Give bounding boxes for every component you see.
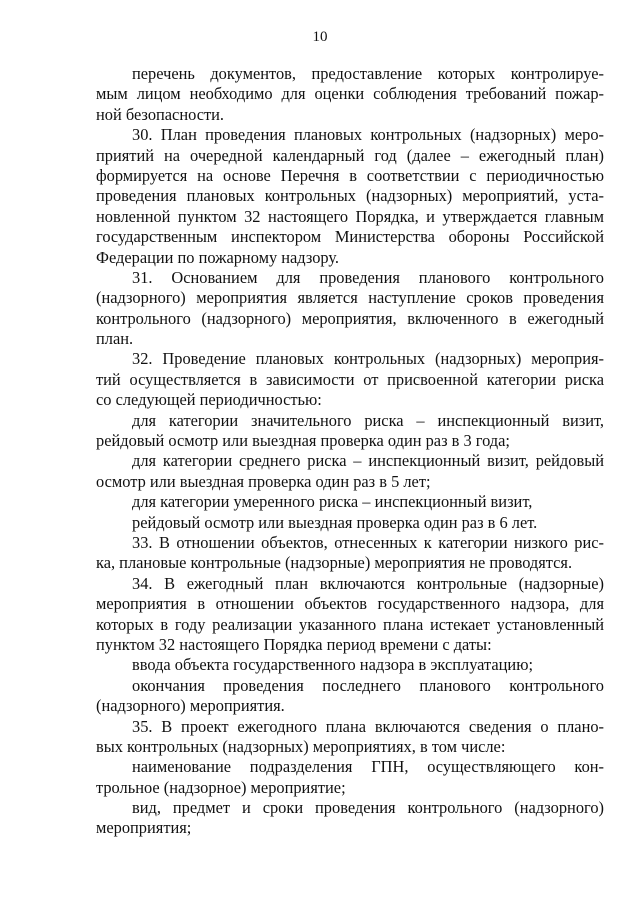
text-line: наименование подразделения ГПН, осуществляющего кон- <box>132 757 604 777</box>
text-line: ной безопасности. <box>96 104 225 124</box>
text-line: для категории среднего риска – инспекционный визит, рейдовый <box>132 451 604 471</box>
text-line: 34. В ежегодный план включаются контрольные (надзорные) <box>132 573 604 593</box>
text-line: которых в году реализации указанного плана истекает установленный <box>96 614 604 634</box>
text-line: ввода объекта государственного надзора в эксплуатацию; <box>132 655 534 675</box>
text-line: ка, плановые контрольные (надзорные) мероприятия не проводятся. <box>96 553 573 573</box>
text-line: тий осуществляется в зависимости от присвоенной категории риска <box>96 369 604 389</box>
text-line: трольное (надзорное) мероприятие; <box>96 777 346 797</box>
text-line: план. <box>96 329 134 349</box>
text-line: вых контрольных (надзорных) мероприятиях, в том числе: <box>96 736 506 756</box>
text-line: приятий на очередной календарный год (далее – ежегодный план) <box>96 145 604 165</box>
text-line: рейдовый осмотр или выездная проверка один раз в 6 лет. <box>132 512 538 532</box>
text-line: 33. В отношении объектов, отнесенных к категории низкого рис- <box>132 532 604 552</box>
text-line: для категории умеренного риска – инспекционный визит, <box>132 492 533 512</box>
text-line: для категории значительного риска – инспекционный визит, <box>132 410 604 430</box>
text-line: окончания проведения последнего планового контрольного <box>132 675 604 695</box>
text-line: контрольного (надзорного) мероприятия, включенного в ежегодный <box>96 308 604 328</box>
text-line: мероприятия в отношении объектов государственного надзора, для <box>96 594 604 614</box>
text-line: Федерации по пожарному надзору. <box>96 247 340 267</box>
text-line: мероприятия; <box>96 818 192 838</box>
text-line: 31. Основанием для проведения планового контрольного <box>132 267 604 287</box>
text-line: (надзорного) мероприятия является наступление сроков проведения <box>96 288 604 308</box>
text-line: со следующей периодичностью: <box>96 390 322 410</box>
page-number: 10 <box>312 29 328 45</box>
text-line: (надзорного) мероприятия. <box>96 696 285 716</box>
text-line: 32. Проведение плановых контрольных (надзорных) мероприя- <box>132 349 604 369</box>
text-line: проведения плановых контрольных (надзорных) мероприятий, уста- <box>96 186 604 206</box>
text-line: 35. В проект ежегодного плана включаются сведения о плано- <box>132 716 604 736</box>
text-line: мым лицом необходимо для оценки соблюдения требований пожар- <box>96 84 604 104</box>
document-body <box>96 64 604 839</box>
text-line: формируется на основе Перечня в соответствии с периодичностью <box>96 165 604 185</box>
text-line: новленной пунктом 32 настоящего Порядка, и утверждается главным <box>96 206 604 226</box>
text-line: 30. План проведения плановых контрольных (надзорных) меро- <box>132 125 604 145</box>
text-line: осмотр или выездная проверка один раз в 5 лет; <box>96 471 431 491</box>
text-line: рейдовый осмотр или выездная проверка один раз в 3 года; <box>96 431 510 451</box>
text-line: вид, предмет и сроки проведения контрольного (надзорного) <box>132 798 604 818</box>
text-line: пунктом 32 настоящего Порядка период времени с даты: <box>96 634 492 654</box>
text-line: перечень документов, предоставление которых контролируе- <box>132 64 604 83</box>
text-line: государственным инспектором Министерства обороны Российской <box>96 227 604 247</box>
